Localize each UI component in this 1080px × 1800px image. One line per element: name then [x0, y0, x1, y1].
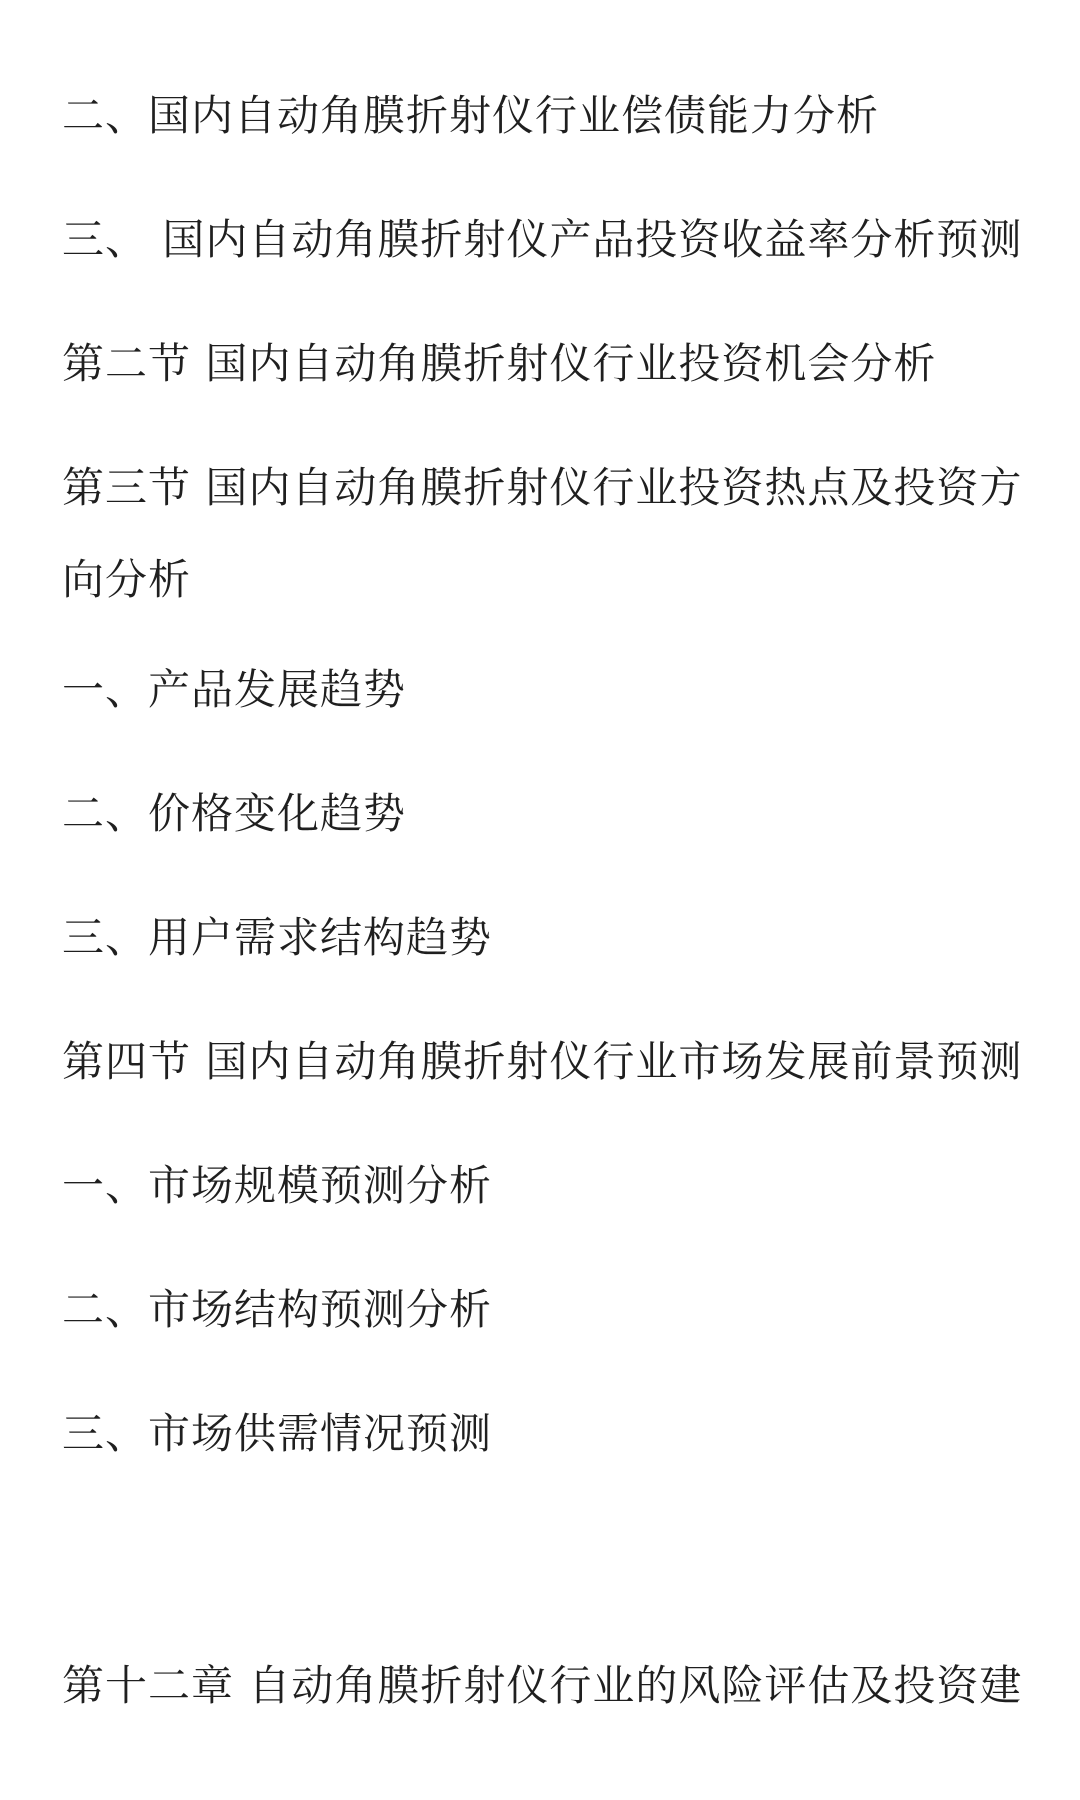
section-heading: 第二节 国内自动角膜折射仪行业投资机会分析 [62, 339, 937, 388]
chapter-heading: 第十二章 自动角膜折射仪行业的风险评估及投资建 [62, 1661, 1023, 1710]
section-item: 三、用户需求结构趋势 [62, 913, 493, 962]
section-heading: 第四节 国内自动角膜折射仪行业市场发展前景预测 [62, 1037, 1023, 1086]
section-item: 二、价格变化趋势 [62, 789, 407, 838]
section-item: 二、国内自动角膜折射仪行业偿债能力分析 [62, 91, 880, 140]
section-item: 二、市场结构预测分析 [62, 1285, 493, 1334]
section-item: 三、 国内自动角膜折射仪产品投资收益率分析预测 [62, 215, 1023, 264]
section-item: 三、市场供需情况预测 [62, 1409, 493, 1458]
section-item: 一、产品发展趋势 [62, 665, 407, 714]
section-heading: 第三节 国内自动角膜折射仪行业投资热点及投资方向分析 [62, 463, 1023, 604]
section-item: 一、市场规模预测分析 [62, 1161, 493, 1210]
